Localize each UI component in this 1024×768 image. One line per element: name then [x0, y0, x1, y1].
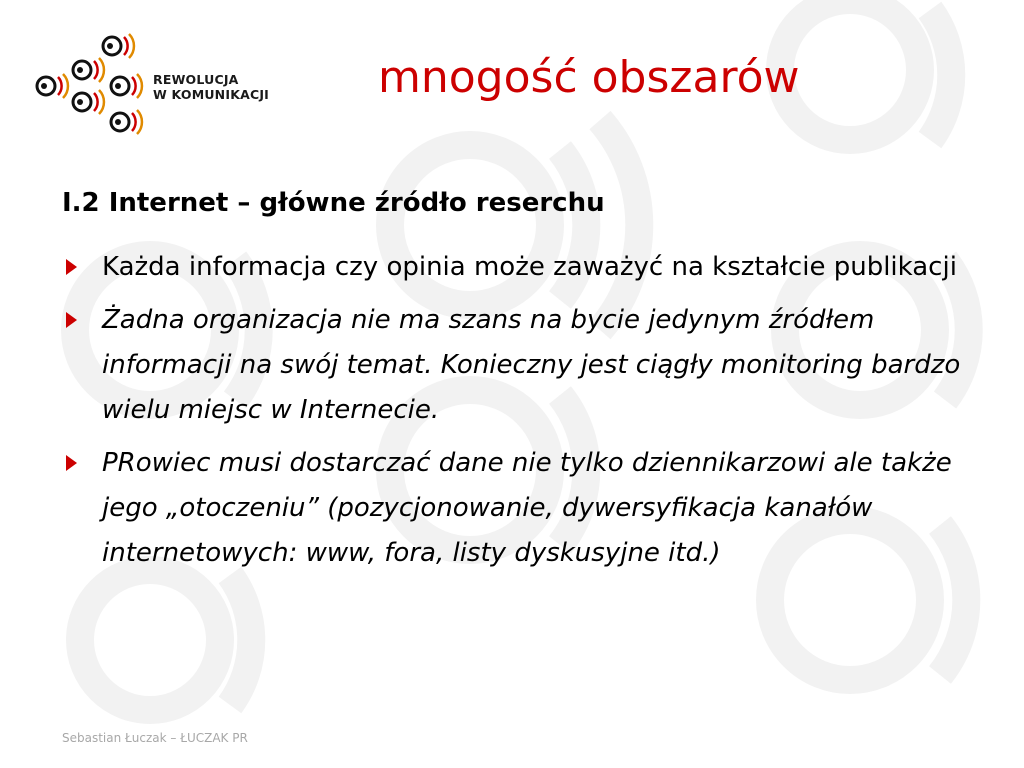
footer-credit: Sebastian Łuczak – ŁUCZAK PR — [62, 731, 248, 745]
bullet-list — [62, 245, 962, 584]
bullet-item — [62, 245, 962, 290]
triangle-bullet-icon — [66, 312, 77, 328]
logo-line-2: W KOMUNIKACJI — [153, 87, 270, 102]
bullet-text: Żadna organizacja nie ma szans na bycie jedynym źródłem informacji na swój temat. Konieczny jest ciągły monitoring bardzo wielu miejsc w Internecie. — [102, 305, 961, 425]
logo-line-1: REWOLUCJA — [153, 72, 239, 87]
section-heading: I.2 Internet – główne źródło reserchu — [62, 188, 605, 218]
bullet-item — [62, 441, 962, 576]
triangle-bullet-icon — [66, 259, 77, 275]
bullet-text: PRowiec musi dostarczać dane nie tylko dziennikarzowi ale także jego „otoczeniu” (pozycjonowanie, dywersyfikacja kanałów internetowych: www, fora, listy dyskusyjne itd.) — [102, 448, 952, 568]
triangle-bullet-icon — [66, 455, 77, 471]
bullet-item — [62, 298, 962, 433]
logo-wordmark — [153, 72, 269, 102]
slide-title: mnogość obszarów — [378, 52, 800, 103]
bullet-text: Każda informacja czy opinia może zaważyć na kształcie publikacji — [102, 252, 957, 282]
